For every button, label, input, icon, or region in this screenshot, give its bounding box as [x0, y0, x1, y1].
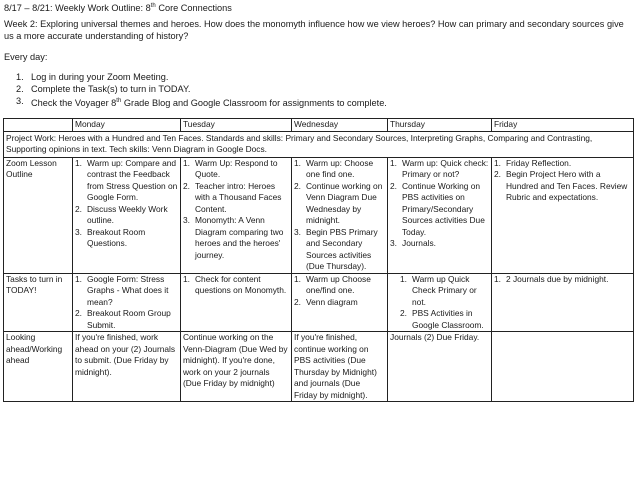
- list-item: 3. Monomyth: A Venn Diagram comparing two heroes and the heroes' journey.: [183, 215, 284, 260]
- header-cell: Monday: [73, 119, 181, 132]
- table-cell: [492, 157, 634, 273]
- list-item: 2. PBS Activities in Google Classroom.: [400, 308, 484, 330]
- header-cell: Wednesday: [292, 119, 388, 132]
- table-cell: [292, 273, 388, 332]
- daily-steps-list: [16, 71, 387, 110]
- row-label: Tasks to turn in TODAY!: [4, 273, 73, 332]
- table-cell: [492, 332, 634, 402]
- list-item: 1. 2 Journals due by midnight.: [494, 273, 609, 284]
- table-cell: [73, 273, 181, 332]
- list-item: 1. Warm up: Choose one find one.: [294, 157, 374, 179]
- list-item: 1. Friday Reflection.: [494, 157, 572, 168]
- table-cell: If you're finished, continue working on PBS activities (Due Thursday by Midnight) and journals (Due Friday by midnight).: [292, 332, 388, 402]
- header-cell: Friday: [492, 119, 634, 132]
- table-header-row: [4, 119, 634, 132]
- table-row: [4, 157, 634, 273]
- list-item: 1. Warm up Quick Check Primary or not.: [400, 273, 477, 307]
- page-title: 8/17 – 8/21: Weekly Work Outline: 8th Core Connections: [4, 3, 232, 14]
- row-label: Zoom Lesson Outline: [4, 157, 73, 273]
- list-item: 3. Breakout Room Questions.: [75, 226, 146, 248]
- table-cell: [73, 157, 181, 273]
- list-item: 1. Warm up: Quick check: Primary or not?: [390, 157, 489, 179]
- step-item: 3. Check the Voyager 8th Grade Blog and Google Classroom for assignments to complete.: [16, 96, 387, 109]
- intro-paragraph: Week 2: Exploring universal themes and heroes. How does the monomyth influence how we view heroes? How can primary and secondary sources give us a more accurate understanding of history?: [4, 19, 624, 41]
- table-cell: [388, 273, 492, 332]
- list-item: 2. Begin Project Hero with a Hundred and Ten Faces. Review Rubric and expectations.: [494, 169, 628, 202]
- table-cell: [181, 157, 292, 273]
- list-item: 1. Warm up: Compare and contrast the Feedback from Stress Question on Google Form.: [75, 157, 178, 202]
- step-item: 1. Log in during your Zoom Meeting.: [16, 72, 169, 82]
- list-item: 2. Teacher intro: Heroes with a Thousand Faces Content.: [183, 180, 282, 214]
- table-cell: [492, 273, 634, 332]
- list-item: 3. Journals.: [390, 238, 436, 248]
- project-work-row: [4, 131, 634, 157]
- every-day-label: Every day:: [4, 52, 48, 62]
- list-item: 1. Warm Up: Respond to Quote.: [183, 157, 278, 179]
- header-cell: Thursday: [388, 119, 492, 132]
- list-item: 1. Check for content questions on Monomyth.: [183, 273, 287, 295]
- list-item: 1. Warm up Choose one/find one.: [294, 273, 371, 295]
- header-cell: Tuesday: [181, 119, 292, 132]
- weekly-schedule-table: [3, 118, 634, 402]
- list-item: 2. Breakout Room Group Submit.: [75, 308, 171, 330]
- table-cell: If you're finished, work ahead on your (2) Journals to submit. (Due Friday by midnight).: [73, 332, 181, 402]
- list-item: 2. Discuss Weekly Work outline.: [75, 203, 168, 225]
- table-cell: Continue working on the Venn-Diagram (Due Wed by midnight). If you're done, work on your 2 journals (Due Friday by midnight): [181, 332, 292, 402]
- row-label: Looking ahead/Working ahead: [4, 332, 73, 402]
- table-cell: Journals (2) Due Friday.: [388, 332, 492, 402]
- table-cell: [388, 157, 492, 273]
- list-item: 1. Google Form: Stress Graphs - What does it mean?: [75, 273, 169, 307]
- table-row: [4, 273, 634, 332]
- list-item: 2. Continue working on Venn Diagram Due Wednesday by midnight.: [294, 180, 383, 225]
- list-item: 2. Continue Working on PBS activities on Primary/Secondary Sources activities Due Today.: [390, 180, 485, 237]
- list-item: 3. Begin PBS Primary and Secondary Sources activities (Due Thursday).: [294, 226, 378, 271]
- list-item: 2. Venn diagram: [294, 296, 358, 307]
- header-cell: [4, 119, 73, 132]
- table-cell: [292, 157, 388, 273]
- step-item: 2. Complete the Task(s) to turn in TODAY.: [16, 84, 191, 95]
- project-work-cell: Project Work: Heroes with a Hundred and Ten Faces. Standards and skills: Primary and Secondary Sources, Interpreting Graphs, Comparing and Contrasting, Supporting opinions in text. Tech skills: Venn Diagram in Google Docs.: [4, 131, 634, 157]
- table-cell: [181, 273, 292, 332]
- table-row: [4, 332, 634, 402]
